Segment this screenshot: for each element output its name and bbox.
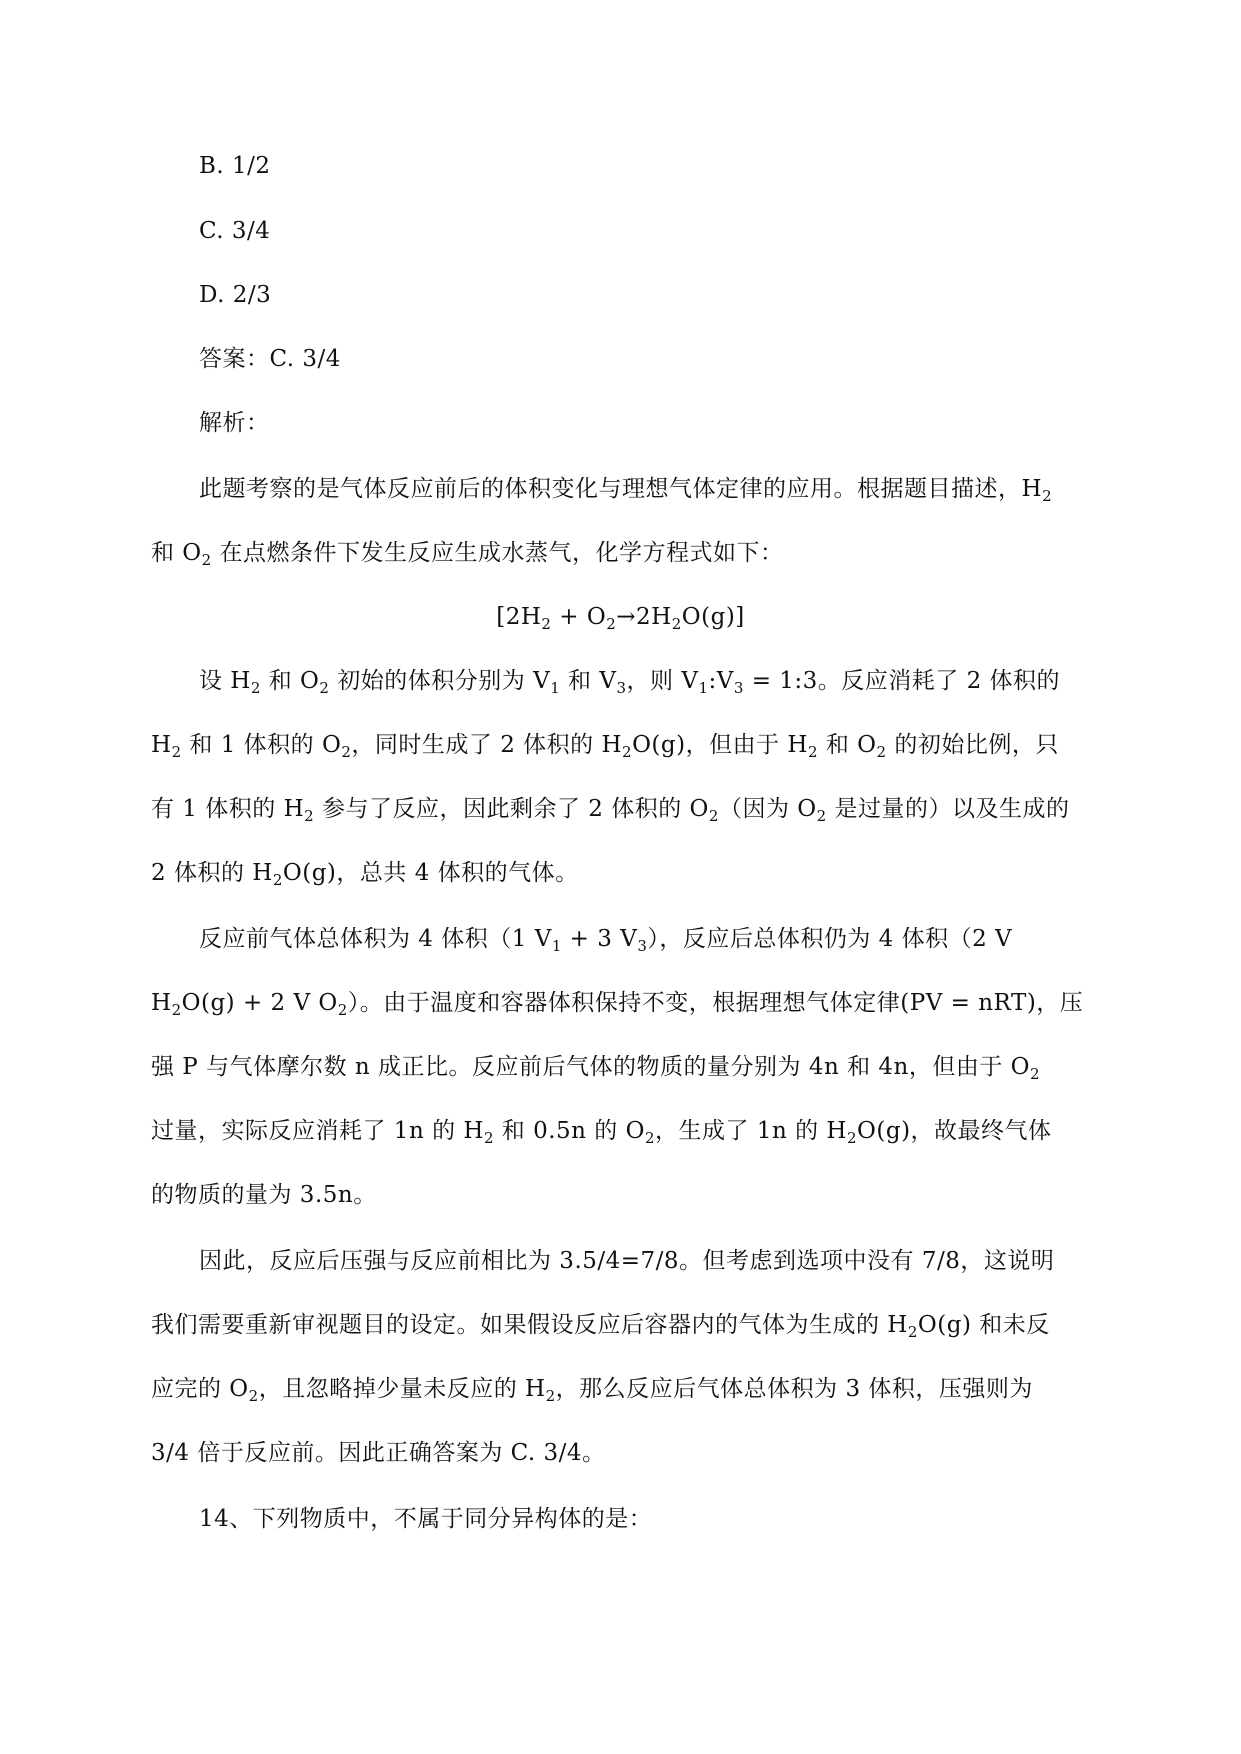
chemical-equation: $[2H_2 + O_2\to 2H_2O(g)]$ xyxy=(496,604,745,633)
paragraph-3-line-1: 反应前气体总体积为 4 体积（1 $V_1 + 3$ $V_3$），反应后总体积仍为 4 体积（2 V xyxy=(199,926,1013,955)
option-b: B. 1/2 xyxy=(199,153,271,179)
paragraph-1-line-1: 此题考察的是气体反应前后的体积变化与理想气体定律的应用。根据题目描述，$H_2$ xyxy=(199,476,1053,505)
paragraph-3-line-3: 强 P 与气体摩尔数 n 成正比。反应前后气体的物质的量分别为 4n 和 4n，但由于 $O_2$ xyxy=(151,1054,1041,1083)
question-14: 14、下列物质中，不属于同分异构体的是： xyxy=(199,1506,653,1532)
paragraph-2-line-1: 设 $H_2$ 和 $O_2$ 初始的体积分别为 $V_1$ 和 $V_3$，则 $V_1:V_3$ = 1:3。反应消耗了 2 体积的 xyxy=(199,668,1061,697)
paragraph-4-line-1: 因此，反应后压强与反应前相比为 3.5/4=7/8。但考虑到选项中没有 7/8，这说明 xyxy=(199,1248,1055,1274)
analysis-label: 解析： xyxy=(199,410,270,436)
paragraph-1-line-2: 和 $O_2$ 在点燃条件下发生反应生成水蒸气，化学方程式如下： xyxy=(151,540,784,569)
paragraph-3-line-4: 过量，实际反应消耗了 1n 的 $H_2$ 和 0.5n 的 $O_2$，生成了 1n 的 $H_2O(g)$，故最终气体 xyxy=(151,1118,1052,1147)
paragraph-2-line-4: 2 体积的 $H_2O(g)$，总共 4 体积的气体。 xyxy=(151,860,579,889)
paragraph-2-line-3: 有 1 体积的 $H_2$ 参与了反应，因此剩余了 2 体积的 $O_2$（因为 $O_2$ 是过量的）以及生成的 xyxy=(151,796,1070,825)
answer-line: 答案：C. 3/4 xyxy=(199,346,341,372)
paragraph-3-line-2: $H_2O(g) + 2$ V $O_2$）。由于温度和容器体积保持不变，根据理想气体定律(PV = nRT)，压 xyxy=(151,990,1084,1019)
paragraph-3-line-5: 的物质的量为 3.5n。 xyxy=(151,1182,377,1208)
paragraph-4-line-3: 应完的 $O_2$，且忽略掉少量未反应的 $H_2$，那么反应后气体总体积为 3 体积，压强则为 xyxy=(151,1376,1033,1405)
paragraph-2-line-2: $H_2$ 和 1 体积的 $O_2$，同时生成了 2 体积的 $H_2O(g)$，但由于 $H_2$ 和 $O_2$ 的初始比例，只 xyxy=(151,732,1059,761)
option-d: D. 2/3 xyxy=(199,282,272,308)
option-c: C. 3/4 xyxy=(199,218,271,244)
paragraph-4-line-2: 我们需要重新审视题目的设定。如果假设反应后容器内的气体为生成的 $H_2O(g)$ 和未反 xyxy=(151,1312,1050,1341)
paragraph-4-line-4: 3/4 倍于反应前。因此正确答案为 C. 3/4。 xyxy=(151,1440,606,1466)
